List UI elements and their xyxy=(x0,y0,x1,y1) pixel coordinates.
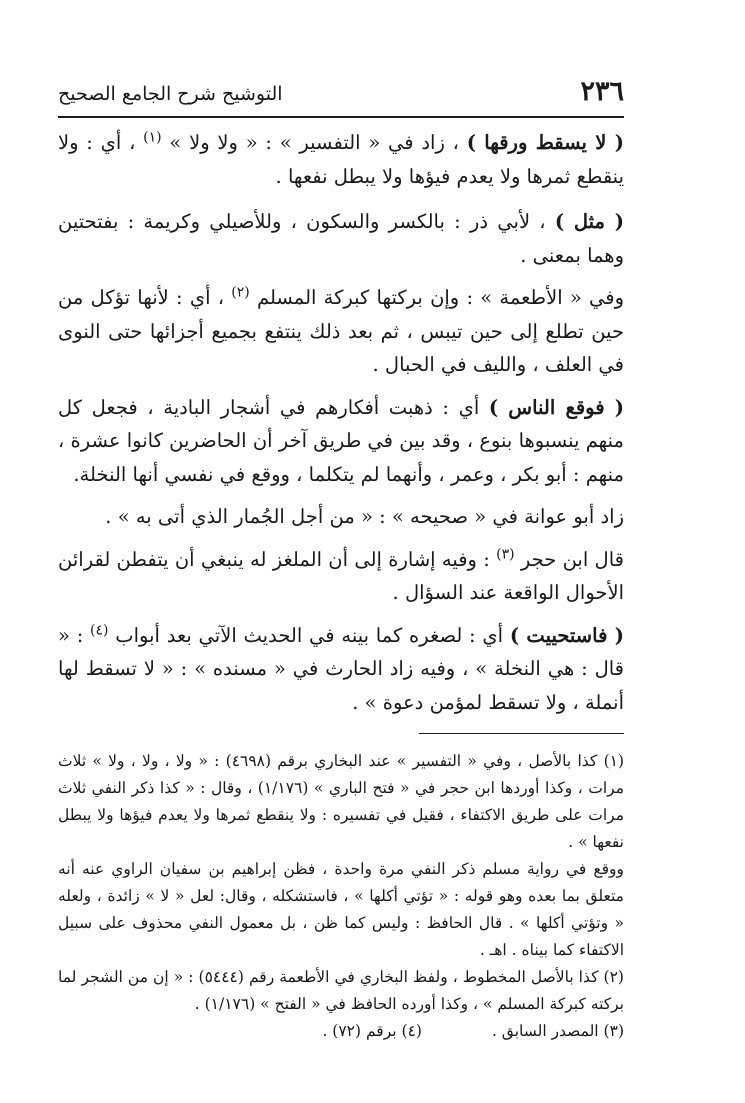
page-number: ٢٣٦ xyxy=(580,76,624,107)
lemma-keyword: ( فاستحييت ) xyxy=(509,623,624,647)
page-header xyxy=(58,76,624,118)
footnote-ref[interactable]: (٤) xyxy=(90,622,109,638)
footnote-4: (٤) برقم (٧٢) . xyxy=(322,1022,422,1040)
footnote-number: (٣) xyxy=(603,1022,624,1040)
footnote-1: (١) كذا بالأصل ، وفي « التفسير » عند البخاري برقم (٤٦٩٨) : « ولا ، ولا ، ولا » ثلاث مرات ، وكذا أوردها ابن حجر في « فتح الباري » (١/١٧٦) ، وقال : « كذا ذكر النفي ثلاث مرات على طريق الاكتفاء ، فقيل في تفسيره : ولا ينقطع ثمرها ولا يعدم فيؤها ولا يبطل نفعها » . xyxy=(58,752,625,851)
footnotes-3-4 xyxy=(58,1018,624,1045)
book-page xyxy=(58,76,624,1045)
footnote-number: (١) xyxy=(603,752,625,770)
footnote-number: (٤) xyxy=(401,1022,422,1040)
footnote-1-continued: ووقع في رواية مسلم ذكر النفي مرة واحدة ، فظن إبراهيم بن سفيان الراوي عنه أنه متعلق بما بعده وهو قوله : « تؤتي أكلها » ، فاستشكله ، وقال: لعل « لا » زائدة ، ولعله « وتؤتي أكلها » . قال الحافظ : وليس كما ظن ، بل معمول النفي محذوف على سبيل الاكتفاء كما بيناه . اهـ . xyxy=(58,860,624,959)
paragraph: ( مثل ) ، لأبي ذر : بالكسر والسكون ، وللأصيلي وكريمة : بفتحتين وهما بمعنى . xyxy=(58,210,624,267)
paragraph: ( لا يسقط ورقها ) ، زاد في « التفسير » : « ولا ولا » $^{(١)}$ ، أي : ولا ينقطع ثمرها ولا يعدم فيؤها ولا يبطل نفعها . xyxy=(58,129,624,188)
paragraph: قال ابن حجر $^{(٣)}$ : وفيه إشارة إلى أن الملغز له ينبغي أن يتفطن لقرائن الأحوال الواقعة عند السؤال . xyxy=(58,546,624,604)
paragraph: وفي « الأطعمة » : وإن بركتها كبركة المسلم $^{(٢)}$ ، أي : لأنها تؤكل من حين تطلع إلى حين تيبس ، ثم بعد ذلك ينتفع بجميع أجزائها حتى النوى في العلف ، والليف في الحبال . xyxy=(58,284,625,376)
paragraph: ( فاستحييت ) أي : لصغره كما بينه في الحديث الآتي بعد أبواب $^{(٤)}$ : « قال : هي النخلة » ، وفيه زاد الحارث في « مسنده » : « لا تسقط لها أنملة ، ولا تسقط لمؤمن دعوة » . xyxy=(58,622,624,714)
footnote-3: (٣) المصدر السابق . xyxy=(491,1022,624,1040)
footnotes xyxy=(58,748,624,1045)
paragraph: ( فوقع الناس ) أي : ذهبت أفكارهم في أشجار البادية ، فجعل كل منهم ينسبوها بنوع ، وقد بين في طريق آخر أن الحاضرين كانوا عشرة ، منهم : أبو بكر ، وعمر ، وأنهما لم يتكلما ، ووقع في نفسي أنها النخلة. xyxy=(58,395,624,486)
paragraph: زاد أبو عوانة في « صحيحه » : « من أجل الجُمار الذي أتى به » . xyxy=(105,505,624,528)
footnote-ref[interactable]: (٢) xyxy=(231,284,250,301)
lemma-keyword: ( فوقع الناس ) xyxy=(488,395,624,419)
footnote-ref[interactable]: (٣) xyxy=(496,546,515,562)
footnote-divider xyxy=(419,733,624,734)
footnote-number: (٢) xyxy=(603,968,624,986)
lemma-keyword: ( مثل ) xyxy=(554,210,624,233)
footnote-ref[interactable]: (١) xyxy=(143,129,162,146)
running-title: التوشيح شرح الجامع الصحيح xyxy=(58,83,283,105)
footnote-2: (٢) كذا بالأصل المخطوط ، ولفظ البخاري في الأطعمة رقم (٥٤٤٤) : « إن من الشجر لما بركته كبركة المسلم » ، وكذا أورده الحافظ في « الفتح » (١/١٧٦) . xyxy=(58,968,624,1013)
main-text xyxy=(58,126,624,719)
lemma-keyword: ( لا يسقط ورقها ) xyxy=(466,131,624,154)
